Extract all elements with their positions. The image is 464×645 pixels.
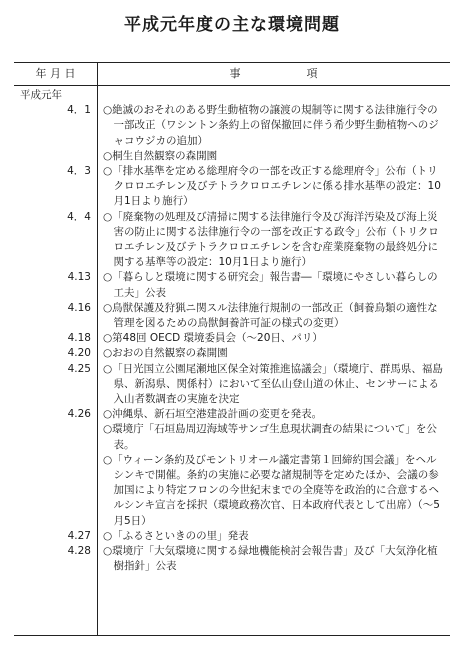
document-title: 平成元年度の主な環境問題 <box>124 15 340 35</box>
table-row <box>14 407 450 529</box>
table-row <box>14 362 450 408</box>
entry-text: ○「廃棄物の処理及び清掃に関する法律施行令及び海洋汚染及び海上災害の防止に関する法律施行令の一部を改正する政令」公布（トリクロロエチレン及びテトラクロロエチレンを含む産業廃棄物の最終処分に関する基準等の設定：10月1日より施行） <box>103 210 439 269</box>
row-entries <box>97 103 450 164</box>
row-date: 4.27 <box>67 529 91 542</box>
row-entries <box>97 270 450 300</box>
table-body <box>14 103 450 574</box>
entry-text: ○鳥獣保護及狩猟ニ関スル法律施行規制の一部改正（飼養鳥類の適性な管理を図るための鳥獣飼養許可証の様式の変更） <box>103 301 438 330</box>
entry-text: ○環境庁「石垣島周辺海域等サンゴ生息現状調査の結果について」を公表。 <box>103 423 437 451</box>
column-divider <box>97 63 98 635</box>
entry-text: ○桐生自然観察の森開園 <box>103 149 218 162</box>
row-entries <box>97 407 450 529</box>
row-entries <box>97 544 450 574</box>
table-row <box>14 210 450 271</box>
row-date: 4.13 <box>67 271 91 284</box>
row-date: 4.26 <box>67 408 91 421</box>
row-entries <box>97 210 450 271</box>
row-date: 4.25 <box>67 362 91 375</box>
year-row <box>14 88 450 103</box>
table-row <box>14 164 450 210</box>
date-column-header: 年 月 日 <box>35 67 76 80</box>
row-entries <box>97 362 450 408</box>
entry-text: ○「ウィーン条約及びモントリオール議定書第１回締約国会議」をヘルシンキで開催。条約の実施に必要な諸規制等を定めたほか、会議の参加国により特定フロンの今世紀末までの全廃等を政治的に合意するヘルシンキ宣言を採択（環境政務次官、日本政府代表として出席）（～5月5日） <box>103 453 440 527</box>
row-date: 4.18 <box>67 332 91 345</box>
entry-text: ○絶滅のおそれのある野生動植物の譲渡の規制等に関する法律施行令の一部改正（ワシントン条約上の留保撤回に伴う希少野生動植物へのジャコウジカの追加） <box>103 104 439 147</box>
table-row <box>14 346 450 361</box>
row-entries <box>97 346 450 361</box>
table-header <box>14 63 450 86</box>
entry-text: ○「暮らしと環境に関する研究会」報告書―「環境にやさしい暮らしの工夫」公表 <box>103 271 438 299</box>
entry-text: ○第48回 OECD 環境委員会（～20日、パリ） <box>103 332 323 345</box>
row-date: 4．1 <box>67 104 91 117</box>
entry-text: ○おおの自然観察の森開園 <box>103 347 228 360</box>
table-row <box>14 544 450 574</box>
row-entries <box>97 529 450 544</box>
entry-text: ○「排水基準を定める総理府令の一部を改正する総理府令」公布（トリクロロエチレン及びテトラクロロエチレンに係る排水基準の設定：10月1日より施行） <box>103 165 441 208</box>
entry-text: ○環境庁「大気環境に関する緑地機能検討会報告書」及び「大気浄化植樹指針」公表 <box>103 545 438 573</box>
row-date: 4.16 <box>67 301 91 314</box>
row-date: 4．4 <box>67 210 91 223</box>
table-row <box>14 331 450 346</box>
row-date: 4．3 <box>67 165 91 178</box>
entry-text: ○「ふるさといきのの里」発表 <box>103 529 249 542</box>
row-date: 4.28 <box>67 545 91 558</box>
row-entries <box>97 331 450 346</box>
year-label: 平成元年 <box>20 89 62 101</box>
entry-text: ○沖縄県、新石垣空港建設計画の変更を発表。 <box>103 408 323 421</box>
item-column-header: 事 項 <box>229 67 318 80</box>
row-entries <box>97 301 450 331</box>
entry-text: ○「日光国立公園尾瀬地区保全対策推進協議会」（環境庁、群馬県、福島県、新潟県、関係村）において至仏山登山道の休止、センサーによる入山者数調査の実施を決定 <box>103 362 443 406</box>
table-row <box>14 301 450 331</box>
table-row <box>14 270 450 300</box>
row-date: 4.20 <box>67 347 91 360</box>
table-row <box>14 529 450 544</box>
events-table <box>14 62 450 636</box>
row-entries <box>97 164 450 210</box>
table-row <box>14 103 450 164</box>
